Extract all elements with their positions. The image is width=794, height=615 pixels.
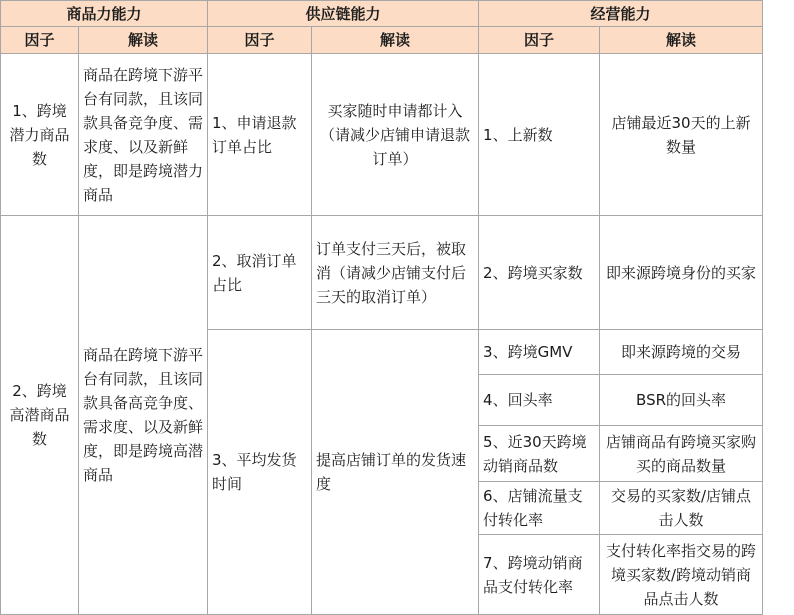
operation-interpretation-cell: 支付转化率指交易的跨境买家数/跨境动销商品点击人数 <box>600 535 763 615</box>
supply-interpretation-header: 解读 <box>312 27 479 54</box>
operation-interpretation-cell: 交易的买家数/店铺点击人数 <box>600 482 763 535</box>
supply-factor-cell: 3、平均发货时间 <box>208 330 312 615</box>
section-product-title: 商品力能力 <box>1 1 208 27</box>
product-interpretation-header: 解读 <box>79 27 208 54</box>
operation-factor-cell: 7、跨境动销商品支付转化率 <box>479 535 600 615</box>
section-supply-title: 供应链能力 <box>208 1 479 27</box>
operation-interpretation-cell: 即来源跨境的交易 <box>600 330 763 375</box>
supply-factor-cell: 1、申请退款订单占比 <box>208 54 312 216</box>
table-row <box>1 54 763 216</box>
supply-factor-cell: 2、取消订单占比 <box>208 216 312 330</box>
operation-factor-cell: 4、回头率 <box>479 375 600 426</box>
operation-interpretation-cell: 店铺最近30天的上新数量 <box>600 54 763 216</box>
table-row <box>1 216 763 330</box>
operation-factor-header: 因子 <box>479 27 600 54</box>
operation-factor-cell: 6、店铺流量支付转化率 <box>479 482 600 535</box>
section-operation-title: 经营能力 <box>479 1 763 27</box>
operation-interpretation-header: 解读 <box>600 27 763 54</box>
operation-interpretation-cell: BSR的回头率 <box>600 375 763 426</box>
supply-interpretation-cell: 提高店铺订单的发货速度 <box>312 330 479 615</box>
section-header-row <box>1 1 763 27</box>
operation-interpretation-cell: 即来源跨境身份的买家 <box>600 216 763 330</box>
operation-factor-cell: 5、近30天跨境动销商品数 <box>479 426 600 482</box>
operation-factor-cell: 3、跨境GMV <box>479 330 600 375</box>
operation-factor-cell: 2、跨境买家数 <box>479 216 600 330</box>
product-factor-header: 因子 <box>1 27 79 54</box>
operation-interpretation-cell: 店铺商品有跨境买家购买的商品数量 <box>600 426 763 482</box>
product-interpretation-cell: 商品在跨境下游平台有同款，且该同款具备竞争度、需求度、以及新鲜度，即是跨境潜力商品 <box>79 54 208 216</box>
supply-factor-header: 因子 <box>208 27 312 54</box>
column-header-row <box>1 27 763 54</box>
product-interpretation-cell: 商品在跨境下游平台有同款，且该同款具备高竞争度、需求度、以及新鲜度，即是跨境高潜商品 <box>79 216 208 615</box>
supply-interpretation-cell: 订单支付三天后，被取消（请减少店铺支付后三天的取消订单） <box>312 216 479 330</box>
operation-factor-cell: 1、上新数 <box>479 54 600 216</box>
product-factor-cell: 1、跨境潜力商品数 <box>1 54 79 216</box>
supply-interpretation-cell: 买家随时申请都计入（请减少店铺申请退款订单） <box>312 54 479 216</box>
product-factor-cell: 2、跨境高潜商品数 <box>1 216 79 615</box>
